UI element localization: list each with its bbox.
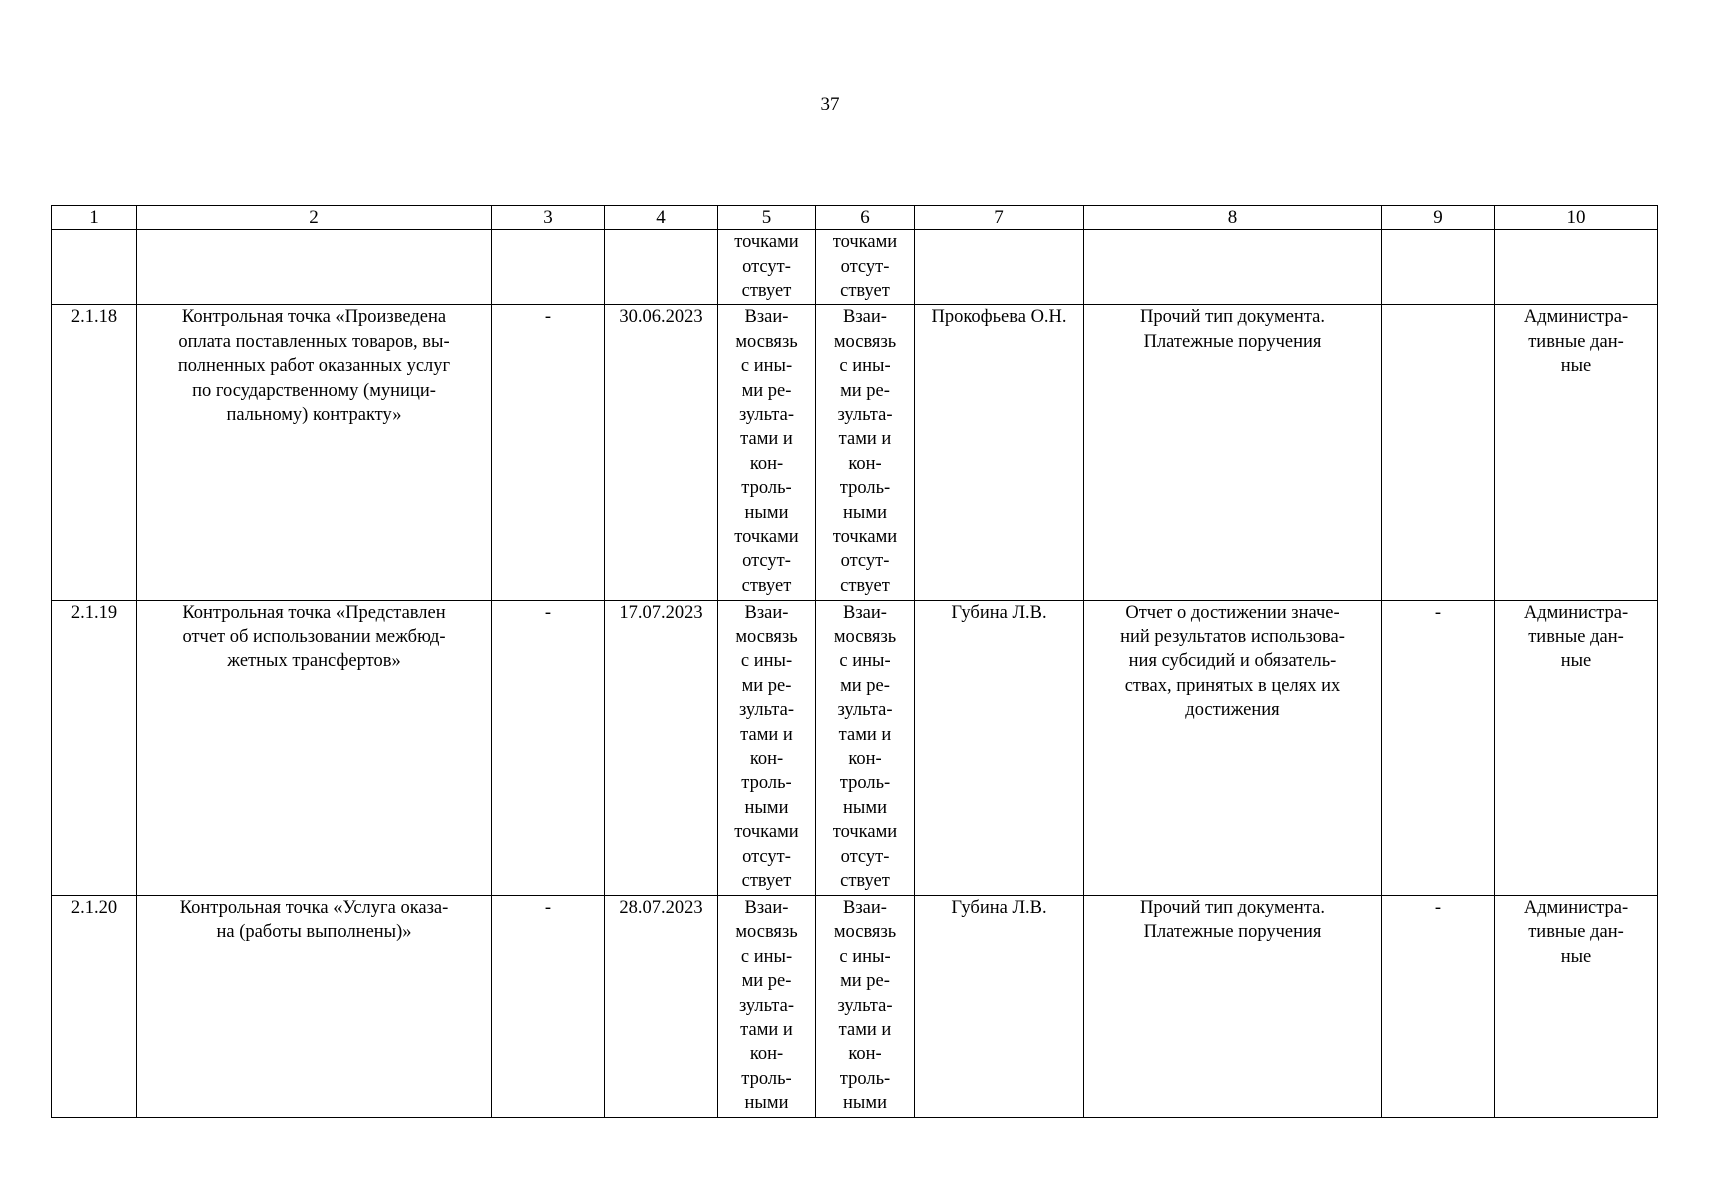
linkage-line: троль-: [839, 773, 891, 794]
linkage-line: мосвязь: [833, 922, 897, 943]
linkage-line: тами и: [740, 429, 793, 450]
linkage-line: тами и: [838, 1019, 892, 1040]
linkage-cell: [816, 230, 915, 305]
linkage-line: ми ре-: [840, 971, 890, 992]
linkage-line: мосвязь: [833, 331, 897, 352]
linkage-line: с ины-: [740, 946, 793, 967]
text-line: ные: [1560, 651, 1592, 672]
linkage-line: зульта-: [738, 700, 794, 721]
linkage-line: ми ре-: [840, 675, 890, 696]
deadline-date: 28.07.2023: [605, 895, 718, 1117]
deadline-date: 17.07.2023: [605, 600, 718, 895]
linkage-line: ствует: [840, 575, 890, 596]
text-line: ные: [1560, 946, 1592, 967]
linkage-line: ными: [744, 1093, 789, 1114]
text-line: Прочий тип документа.: [1140, 897, 1325, 918]
column-9-value: [1382, 305, 1495, 600]
linkage-line: ствует: [840, 280, 890, 301]
linkage-line: тами и: [838, 724, 892, 745]
responsible-person: Прокофьева О.Н.: [915, 305, 1084, 600]
linkage-line: ными: [843, 797, 887, 818]
linkage-line: ными: [744, 797, 789, 818]
text-line: отчет об использовании межбюд-: [182, 627, 446, 648]
text-line: ствах, принятых в целях их: [1124, 675, 1341, 696]
row-number: 2.1.19: [52, 600, 137, 895]
column-number-header: 4: [605, 206, 718, 230]
linkage-line: ми ре-: [840, 380, 890, 401]
column-number-header: 1: [52, 206, 137, 230]
table-row: [52, 600, 1658, 895]
linkage-line: ствует: [840, 871, 890, 892]
linkage-line: кон-: [749, 749, 784, 770]
linkage-line: тами и: [740, 724, 793, 745]
linkage-line: зульта-: [738, 405, 794, 426]
linkage-line: мосвязь: [735, 922, 798, 943]
control-point-name: [137, 895, 492, 1117]
linkage-line: троль-: [839, 478, 891, 499]
linkage-line: кон-: [749, 453, 784, 474]
document-type: [1084, 305, 1382, 600]
column-number-header: 7: [915, 206, 1084, 230]
data-source: [1495, 305, 1658, 600]
linkage-line: Взаи-: [843, 307, 887, 328]
text-line: Платежные поручения: [1143, 922, 1322, 943]
text-line: Прочий тип документа.: [1140, 307, 1325, 328]
text-line: тивные дан-: [1528, 922, 1624, 943]
linkage-line: отсут-: [742, 846, 791, 867]
linkage-line: ми ре-: [741, 380, 792, 401]
linkage-line: отсут-: [840, 846, 890, 867]
linkage-line: троль-: [741, 773, 792, 794]
control-point-name: [137, 305, 492, 600]
text-line: Платежные поручения: [1143, 331, 1322, 352]
column-number-header: 6: [816, 206, 915, 230]
column-number-header: 8: [1084, 206, 1382, 230]
linkage-cell: [718, 230, 816, 305]
text-line: по государственному (муници-: [192, 380, 436, 401]
linkage-line: точками: [734, 232, 799, 253]
data-source: [1495, 600, 1658, 895]
linkage-line: зульта-: [738, 995, 794, 1016]
text-line: на (работы выполнены)»: [216, 922, 412, 943]
linkage-line: отсут-: [742, 256, 791, 277]
column-number-header: 5: [718, 206, 816, 230]
linkage-line: с ины-: [839, 946, 891, 967]
linkage-line: с ины-: [839, 651, 891, 672]
linkage-line: ными: [843, 502, 887, 523]
linkage-line: зульта-: [837, 700, 893, 721]
linkage-line: кон-: [749, 1044, 784, 1065]
linkage-cell: [816, 895, 915, 1117]
column-number-header: 10: [1495, 206, 1658, 230]
text-line: ний результатов использова-: [1120, 627, 1345, 648]
linkage-line: отсут-: [840, 551, 890, 572]
page-number: 37: [820, 94, 840, 115]
text-line: тивные дан-: [1528, 331, 1624, 352]
text-line: ные: [1560, 356, 1592, 377]
text-line: тивные дан-: [1528, 627, 1624, 648]
table-cell: [1382, 230, 1495, 305]
linkage-line: тами и: [838, 429, 892, 450]
linkage-line: ными: [744, 502, 789, 523]
table-cell: [137, 230, 492, 305]
column-9-value: -: [1382, 895, 1495, 1117]
linkage-line: точками: [734, 822, 799, 843]
linkage-line: кон-: [848, 749, 882, 770]
text-line: Администра-: [1523, 602, 1629, 623]
column-3-value: -: [492, 895, 605, 1117]
column-number-header: 2: [137, 206, 492, 230]
linkage-line: с ины-: [740, 651, 793, 672]
document-type: [1084, 600, 1382, 895]
linkage-line: точками: [832, 232, 898, 253]
linkage-line: Взаи-: [843, 897, 887, 918]
linkage-line: мосвязь: [735, 627, 798, 648]
linkage-cell: [718, 895, 816, 1117]
deadline-date: 30.06.2023: [605, 305, 718, 600]
linkage-line: троль-: [839, 1068, 891, 1089]
linkage-line: ствует: [741, 280, 792, 301]
linkage-line: зульта-: [837, 405, 893, 426]
linkage-line: Взаи-: [744, 602, 789, 623]
table-cell: [605, 230, 718, 305]
column-3-value: -: [492, 305, 605, 600]
table-row: [52, 305, 1658, 600]
responsible-person: Губина Л.В.: [915, 600, 1084, 895]
linkage-line: ствует: [741, 871, 792, 892]
text-line: Контрольная точка «Услуга оказа-: [179, 897, 449, 918]
linkage-cell: [816, 305, 915, 600]
text-line: жетных трансфертов»: [227, 651, 401, 672]
table-cell: [52, 230, 137, 305]
table-row: [52, 895, 1658, 1117]
data-source: [1495, 895, 1658, 1117]
document-type: [1084, 895, 1382, 1117]
row-number: 2.1.20: [52, 895, 137, 1117]
linkage-line: троль-: [741, 478, 792, 499]
linkage-line: точками: [832, 822, 898, 843]
linkage-line: ми ре-: [741, 675, 792, 696]
control-points-table: [51, 205, 1658, 1118]
linkage-line: троль-: [741, 1068, 792, 1089]
text-line: Отчет о достижении значе-: [1125, 602, 1340, 623]
text-line: Администра-: [1523, 897, 1629, 918]
column-number-header: 3: [492, 206, 605, 230]
linkage-cell: [718, 305, 816, 600]
row-number: 2.1.18: [52, 305, 137, 600]
responsible-person: Губина Л.В.: [915, 895, 1084, 1117]
text-line: достижения: [1185, 700, 1280, 721]
table-cell: [1495, 230, 1658, 305]
column-number-header-row: [52, 206, 1658, 230]
linkage-cell: [816, 600, 915, 895]
table-cell: [1084, 230, 1382, 305]
linkage-line: зульта-: [837, 995, 893, 1016]
linkage-line: с ины-: [839, 356, 891, 377]
linkage-line: мосвязь: [833, 627, 897, 648]
linkage-line: ствует: [741, 575, 792, 596]
table-cell: [915, 230, 1084, 305]
linkage-line: кон-: [848, 1044, 882, 1065]
text-line: Контрольная точка «Представлен: [182, 602, 446, 623]
linkage-line: Взаи-: [843, 602, 887, 623]
continuation-row: [52, 230, 1658, 305]
linkage-line: с ины-: [740, 356, 793, 377]
linkage-line: ными: [843, 1093, 887, 1114]
column-9-value: -: [1382, 600, 1495, 895]
linkage-line: мосвязь: [735, 331, 798, 352]
text-line: оплата поставленных товаров, вы-: [178, 331, 450, 352]
text-line: полненных работ оказанных услуг: [177, 356, 451, 377]
linkage-line: точками: [734, 527, 799, 548]
text-line: Администра-: [1523, 307, 1629, 328]
text-line: Контрольная точка «Произведена: [181, 307, 447, 328]
linkage-line: отсут-: [840, 256, 890, 277]
column-3-value: -: [492, 600, 605, 895]
linkage-line: точками: [832, 527, 898, 548]
text-line: ния субсидий и обязатель-: [1128, 651, 1337, 672]
linkage-line: кон-: [848, 453, 882, 474]
linkage-line: отсут-: [742, 551, 791, 572]
text-line: пальному) контракту»: [226, 405, 402, 426]
linkage-line: тами и: [740, 1019, 793, 1040]
column-number-header: 9: [1382, 206, 1495, 230]
control-point-name: [137, 600, 492, 895]
linkage-cell: [718, 600, 816, 895]
linkage-line: Взаи-: [744, 897, 789, 918]
linkage-line: ми ре-: [741, 971, 792, 992]
linkage-line: Взаи-: [744, 307, 789, 328]
table-cell: [492, 230, 605, 305]
